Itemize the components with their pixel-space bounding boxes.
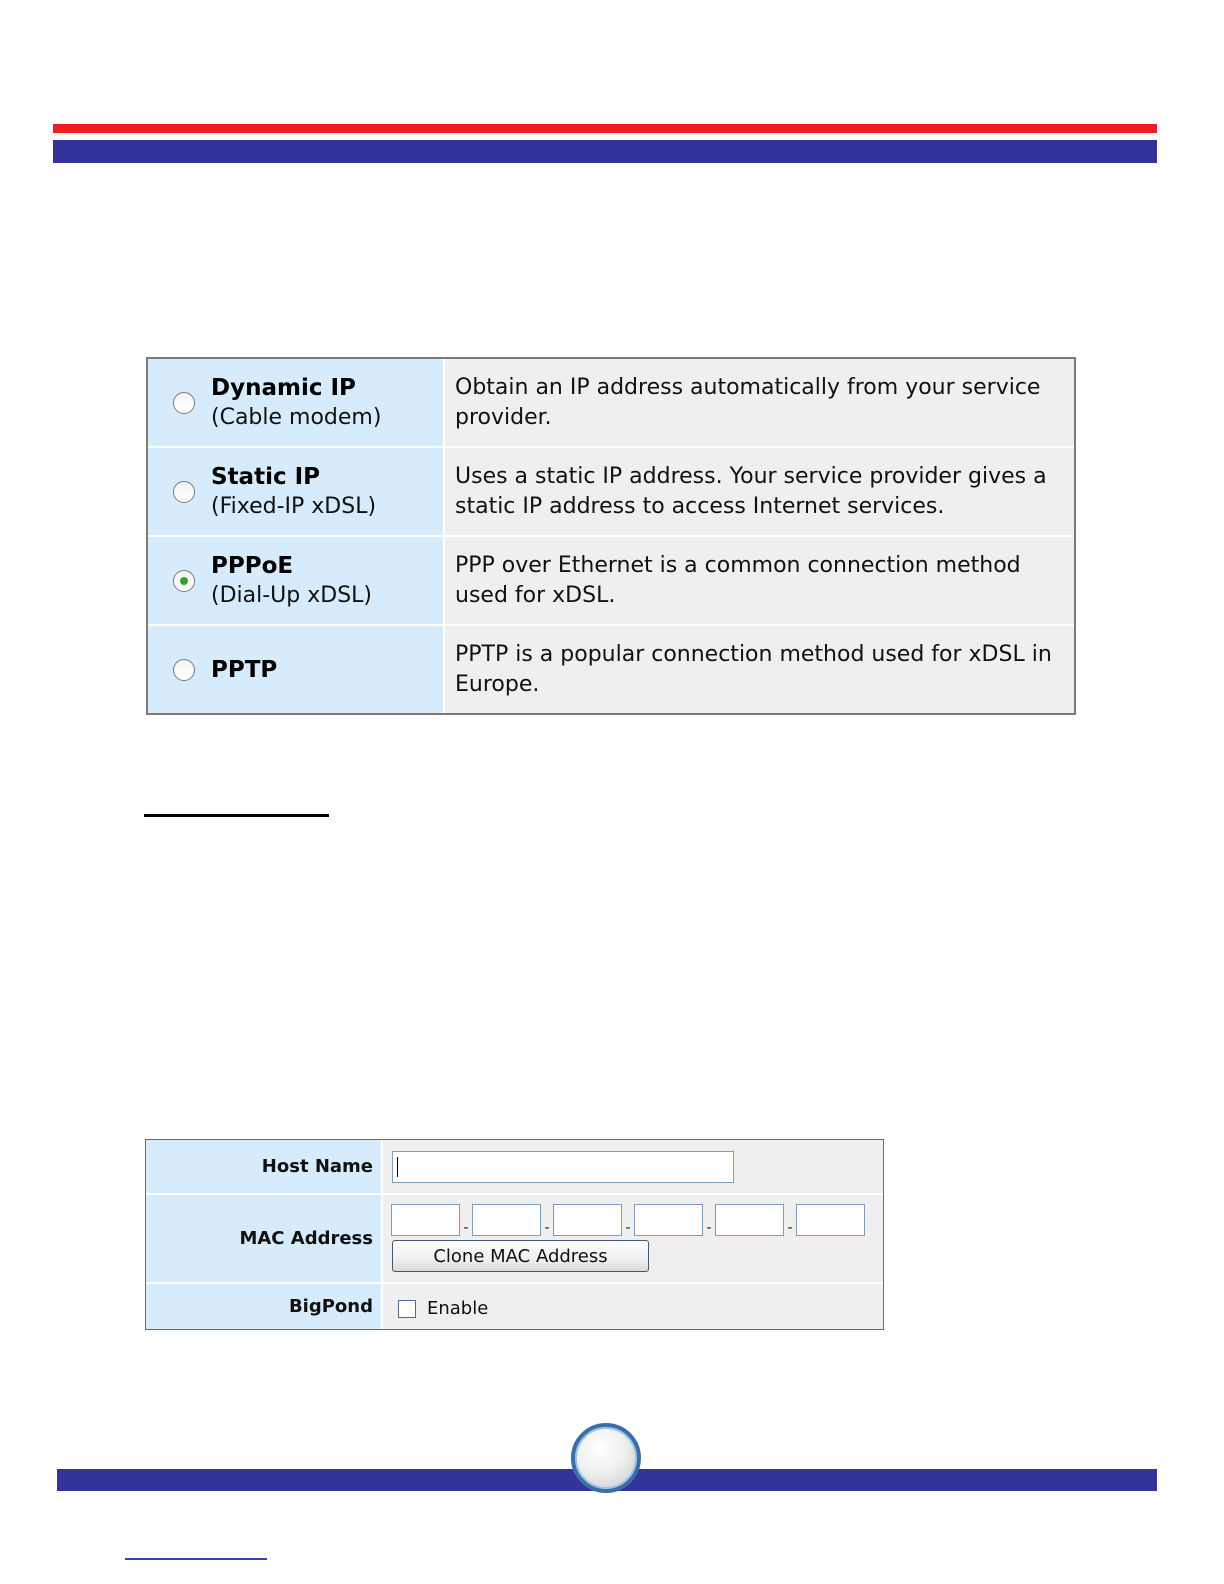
header-blue-stripe [53, 140, 1157, 163]
text-caret [397, 1157, 398, 1177]
mac-separator: - [706, 1220, 712, 1236]
pppoe-title: PPPoE [211, 552, 294, 579]
mac-separator: - [463, 1220, 469, 1236]
static-ip-title: Static IP [211, 463, 321, 490]
static-ip-radio[interactable] [173, 481, 195, 503]
mac-octet-2-input[interactable] [472, 1204, 541, 1236]
connection-option-pptp [148, 624, 1074, 713]
connection-option-dynamic-ip [148, 359, 1074, 446]
dynamic-ip-description: Obtain an IP address automatically from your service provider. [445, 359, 1074, 446]
bigpond-row [146, 1282, 883, 1329]
pppoe-description: PPP over Ethernet is a common connection method used for xDSL. [445, 537, 1074, 624]
footer-page-badge [571, 1423, 641, 1493]
host-name-input[interactable] [392, 1151, 734, 1183]
connection-option-pppoe [148, 535, 1074, 624]
dynamic-ip-title: Dynamic IP [211, 374, 356, 401]
clone-mac-address-button[interactable]: Clone MAC Address [392, 1240, 649, 1272]
static-ip-subtitle: (Fixed-IP xDSL) [211, 493, 377, 519]
pppoe-radio[interactable] [173, 570, 195, 592]
bigpond-label: BigPond [146, 1284, 383, 1329]
pppoe-subtitle: (Dial-Up xDSL) [211, 582, 372, 608]
mac-octet-5-input[interactable] [715, 1204, 784, 1236]
host-name-label: Host Name [146, 1140, 383, 1193]
mac-octet-6-input[interactable] [796, 1204, 865, 1236]
mac-octet-1-input[interactable] [391, 1204, 460, 1236]
dynamic-ip-radio[interactable] [173, 392, 195, 414]
connection-option-static-ip [148, 446, 1074, 535]
header-red-stripe [53, 124, 1157, 133]
wan-settings-table [145, 1139, 884, 1330]
mac-octet-4-input[interactable] [634, 1204, 703, 1236]
host-name-row [146, 1140, 883, 1193]
bigpond-enable-checkbox[interactable] [398, 1300, 416, 1318]
mac-separator: - [625, 1220, 631, 1236]
dynamic-ip-subtitle: (Cable modem) [211, 404, 382, 430]
mac-separator: - [544, 1220, 550, 1236]
connection-type-table [146, 357, 1076, 715]
mac-address-row [146, 1193, 883, 1282]
mac-address-label: MAC Address [146, 1195, 383, 1282]
pptp-description: PPTP is a popular connection method used for xDSL in Europe. [445, 626, 1074, 713]
mac-octet-3-input[interactable] [553, 1204, 622, 1236]
pptp-radio[interactable] [173, 659, 195, 681]
section-heading-underline [144, 814, 329, 817]
static-ip-description: Uses a static IP address. Your service provider gives a static IP address to access Internet services. [445, 448, 1074, 535]
mac-address-fields [391, 1204, 865, 1236]
pptp-title: PPTP [211, 656, 278, 683]
bigpond-enable-label[interactable]: Enable [427, 1298, 489, 1319]
footer-underline [125, 1558, 267, 1560]
mac-separator: - [787, 1220, 793, 1236]
